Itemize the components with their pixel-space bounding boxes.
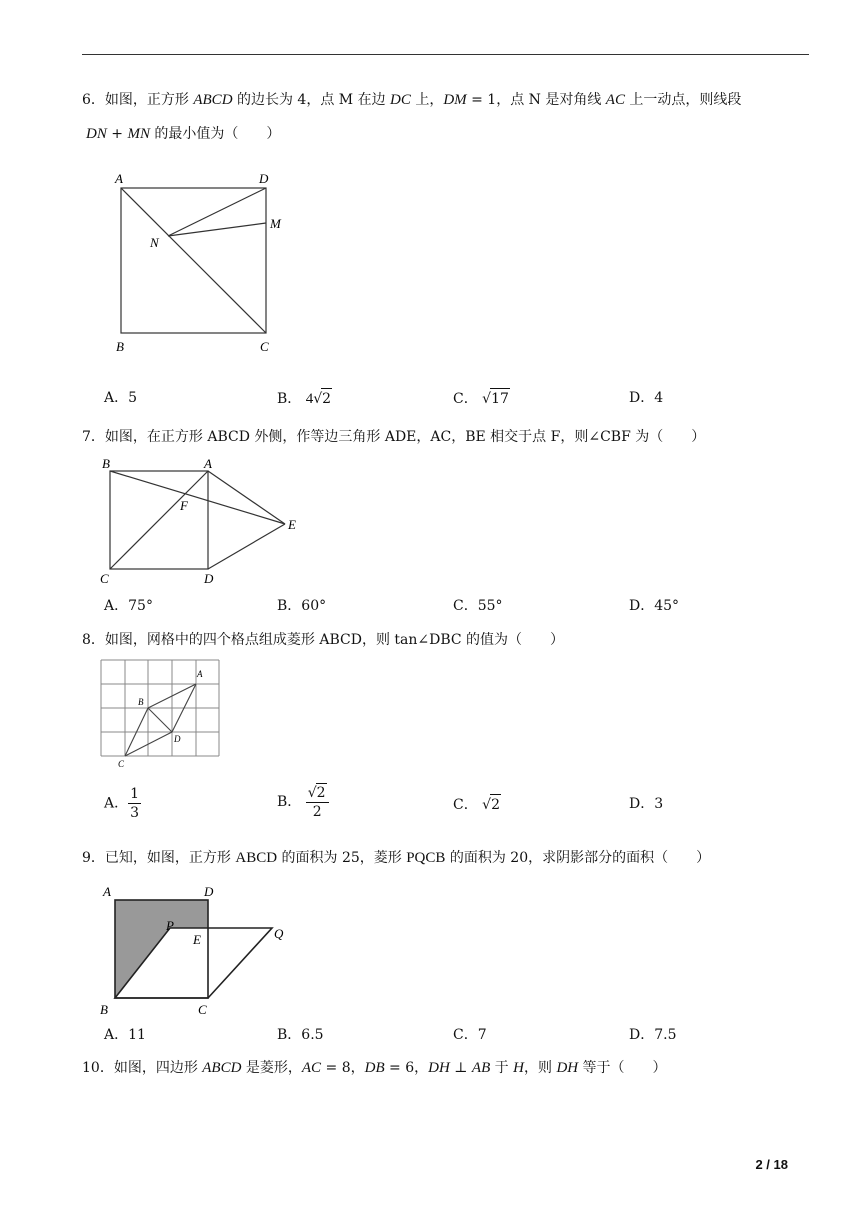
q8-label-d: D (174, 734, 181, 744)
q7-segment-de (208, 524, 285, 569)
q6-line2: DN + MN 的最小值为（ ） (86, 126, 281, 142)
q6-option-b[interactable]: B． 4√2 (277, 388, 332, 409)
q9-label-p: P (166, 918, 174, 933)
q9-shaded-region (115, 900, 208, 998)
q7-option-b[interactable]: B．60° (277, 598, 327, 614)
q6-label-c: C (260, 339, 269, 354)
q7-figure (100, 452, 310, 587)
q7-option-d[interactable]: D．45° (629, 598, 680, 614)
q7-label-a: A (204, 456, 212, 471)
q7-option-c[interactable]: C．55° (453, 598, 503, 614)
q8-option-d[interactable]: D．3 (629, 796, 664, 812)
q8-option-a[interactable]: A． $\frac{1}{3}$ (104, 786, 140, 821)
q7-label-d: D (204, 571, 214, 586)
q6-label-a: A (115, 171, 123, 186)
q9-option-c[interactable]: C．7 (453, 1027, 487, 1043)
q8-label-c: C (118, 759, 125, 769)
q6-segment-dn (168, 188, 266, 236)
q6-label-n: N (150, 235, 159, 250)
q9-figure (100, 880, 300, 1020)
q10-text: 10．如图，四边形 ABCD 是菱形，AC = 8，DB = 6，DH ⊥ AB 于 H，则 DH 等于（ ） (82, 1060, 667, 1076)
q8-text: 8．如图，网格中的四个格点组成菱形 ABCD，则 tan∠DBC 的值为（ ） (82, 632, 565, 648)
q7-text: 7．如图，在正方形 ABCD 外侧，作等边三角形 ADE，AC，BE 相交于点 F，则∠CBF 为（ ） (82, 429, 706, 445)
header-rule (82, 54, 809, 55)
q9-text: 9．已知，如图，正方形 ABCD 的面积为 25，菱形 PQCB 的面积为 20，求阴影部分的面积（ ） (82, 850, 711, 866)
q8-label-b: B (138, 697, 144, 707)
q7-label-f: F (180, 498, 188, 513)
q7-segment-ae (208, 471, 285, 524)
q7-label-e: E (288, 517, 296, 532)
q6-label-m: M (270, 216, 281, 231)
q8-label-a: A (197, 669, 203, 679)
q7-label-b: B (102, 456, 110, 471)
q7-segment-be (110, 471, 285, 524)
q6-option-a[interactable]: A．5 (104, 390, 138, 406)
q9-label-c: C (198, 1002, 207, 1017)
q7-option-a[interactable]: A．75° (104, 598, 153, 614)
q8-option-c[interactable]: C． √2 (453, 794, 501, 815)
q6-segment-mn (168, 223, 266, 236)
q8-figure (100, 655, 225, 770)
q9-label-q: Q (274, 926, 284, 941)
q6-label-b: B (116, 339, 124, 354)
q8-diagonal-bd (148, 708, 172, 732)
page-number: 2 / 18 (755, 1157, 788, 1172)
q7-label-c: C (100, 571, 109, 586)
q9-label-a: A (103, 884, 111, 899)
q9-option-d[interactable]: D．7.5 (629, 1027, 677, 1043)
q6-line1: 6．如图，正方形 ABCD 的边长为 4，点 M 在边 DC 上，DM = 1，点 N 是对角线 AC 上一动点，则线段 (82, 92, 742, 108)
q9-label-b: B (100, 1002, 108, 1017)
q6-label-d: D (259, 171, 269, 186)
q6-figure (110, 168, 310, 358)
q9-label-d: D (204, 884, 214, 899)
q9-label-e: E (193, 932, 201, 947)
q8-option-b[interactable]: B． $\frac{√2}{2}$ (277, 783, 329, 821)
q9-option-b[interactable]: B．6.5 (277, 1027, 324, 1043)
q6-option-c[interactable]: C． √17 (453, 388, 510, 409)
q9-option-a[interactable]: A．11 (104, 1027, 146, 1043)
q6-option-d[interactable]: D．4 (629, 390, 664, 406)
q6-diagonal-ac (121, 188, 266, 333)
